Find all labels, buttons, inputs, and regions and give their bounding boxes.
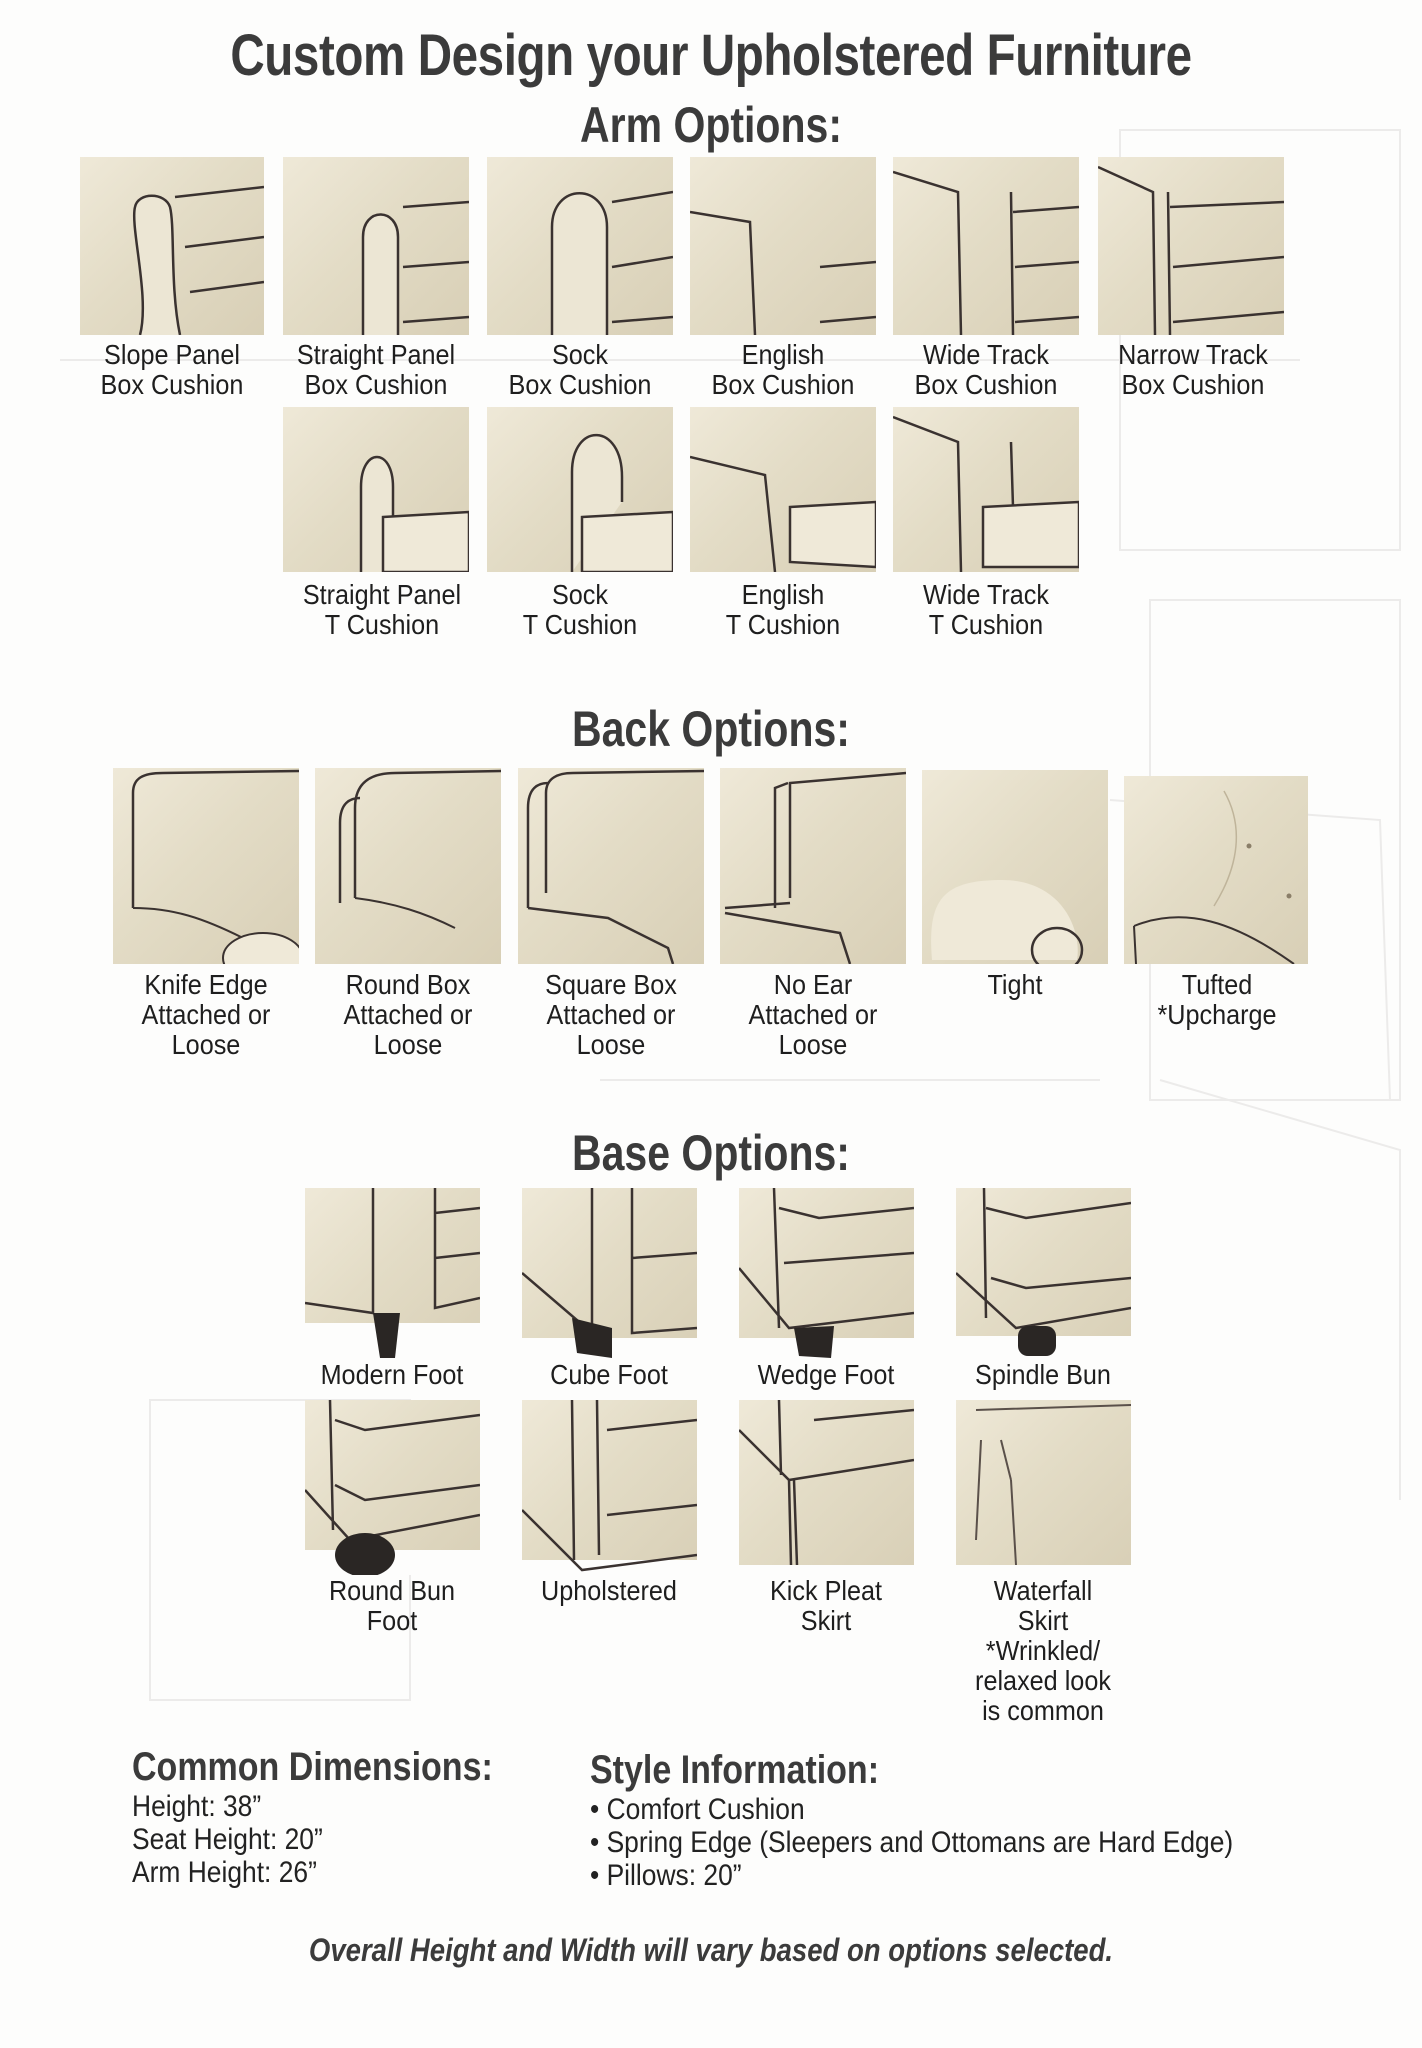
base-label-wedge-foot: Wedge Foot — [757, 1359, 895, 1390]
arm-straight-panel-t-icon — [283, 407, 469, 572]
back-label-round-box: Round Box Attached or Loose — [343, 969, 473, 1060]
base-round-bun-icon — [305, 1400, 480, 1575]
base-label-spindle-bun: Spindle Bun — [975, 1359, 1111, 1390]
base-photo-cube-foot[interactable] — [522, 1188, 697, 1358]
base-photo-modern-foot[interactable] — [305, 1188, 480, 1358]
base-spindle-bun-icon — [956, 1188, 1131, 1358]
arm-label-english-box: English Box Cushion — [711, 339, 855, 400]
back-photo-round-box[interactable] — [315, 768, 501, 964]
back-photo-knife-edge[interactable] — [113, 768, 299, 964]
back-no-ear-icon — [720, 768, 906, 964]
arm-photo-wide-track-box[interactable] — [893, 157, 1079, 335]
arm-photo-straight-panel-box[interactable] — [283, 157, 469, 335]
dimensions-heading: Common Dimensions: — [132, 1745, 493, 1789]
page-title: Custom Design your Upholstered Furniture — [230, 23, 1192, 88]
arm-label-wide-track-box: Wide Track Box Cushion — [914, 339, 1058, 400]
style-info-heading: Style Information: — [590, 1748, 880, 1792]
arm-label-straight-panel-t: Straight Panel T Cushion — [302, 579, 462, 640]
base-label-kick-pleat-skirt: Kick Pleat Skirt — [769, 1575, 883, 1636]
arm-label-slope-panel-box: Slope Panel Box Cushion — [100, 339, 244, 400]
base-label-modern-foot: Modern Foot — [320, 1359, 464, 1390]
arm-photo-wide-track-t[interactable] — [893, 407, 1079, 572]
back-label-tufted: Tufted *Upcharge — [1157, 969, 1277, 1030]
arm-label-wide-track-t: Wide Track T Cushion — [922, 579, 1050, 640]
base-photo-round-bun-foot[interactable] — [305, 1400, 480, 1575]
arm-label-english-t: English T Cushion — [725, 579, 841, 640]
arm-photo-straight-panel-t[interactable] — [283, 407, 469, 572]
dimension-seat-height: Seat Height: 20” — [132, 1823, 323, 1856]
arm-photo-english-box[interactable] — [690, 157, 876, 335]
arm-photo-narrow-track-box[interactable] — [1098, 157, 1284, 335]
base-photo-spindle-bun[interactable] — [956, 1188, 1131, 1358]
arm-label-straight-panel-box: Straight Panel Box Cushion — [296, 339, 456, 400]
base-label-round-bun-foot: Round Bun Foot — [328, 1575, 456, 1636]
base-upholstered-icon — [522, 1400, 697, 1575]
arm-photo-sock-t[interactable] — [487, 407, 673, 572]
back-knife-edge-icon — [113, 768, 299, 964]
back-tight-icon — [922, 770, 1108, 964]
arm-label-narrow-track-box: Narrow Track Box Cushion — [1118, 339, 1268, 400]
back-photo-no-ear[interactable] — [720, 768, 906, 964]
back-label-tight: Tight — [987, 969, 1043, 1000]
arm-english-icon — [690, 157, 876, 335]
back-label-no-ear: No Ear Attached or Loose — [748, 969, 878, 1060]
base-photo-waterfall-skirt[interactable] — [956, 1400, 1131, 1575]
dimension-height: Height: 38” — [132, 1790, 262, 1823]
arm-narrow-track-icon — [1098, 157, 1284, 335]
arm-sock-icon — [487, 157, 673, 335]
base-options-heading: Base Options: — [572, 1125, 850, 1181]
base-photo-wedge-foot[interactable] — [739, 1188, 914, 1358]
base-modern-foot-icon — [305, 1188, 480, 1358]
arm-photo-sock-box[interactable] — [487, 157, 673, 335]
arm-label-sock-t: Sock T Cushion — [522, 579, 638, 640]
style-info-pillows: • Pillows: 20” — [590, 1859, 742, 1892]
arm-straight-panel-icon — [283, 157, 469, 335]
arm-slope-panel-icon — [80, 157, 264, 335]
arm-wide-track-t-icon — [893, 407, 1079, 572]
back-square-box-icon — [518, 768, 704, 964]
base-photo-kick-pleat-skirt[interactable] — [739, 1400, 914, 1575]
back-photo-tufted[interactable] — [1124, 776, 1308, 964]
base-photo-upholstered[interactable] — [522, 1400, 697, 1575]
back-round-box-icon — [315, 768, 501, 964]
arm-options-heading: Arm Options: — [580, 97, 842, 153]
back-photo-tight[interactable] — [922, 770, 1108, 964]
dimension-arm-height: Arm Height: 26” — [132, 1856, 317, 1889]
dimensions-block — [132, 1745, 556, 1889]
arm-photo-slope-panel-box[interactable] — [80, 157, 264, 335]
arm-wide-track-icon — [893, 157, 1079, 335]
back-options-heading: Back Options: — [572, 701, 850, 757]
footer-note: Overall Height and Width will vary based on options selected. — [308, 1932, 1114, 1968]
base-label-upholstered: Upholstered — [541, 1575, 677, 1606]
base-label-cube-foot: Cube Foot — [550, 1359, 668, 1390]
style-info-comfort-cushion: • Comfort Cushion — [590, 1793, 805, 1826]
back-label-square-box: Square Box Attached or Loose — [545, 969, 677, 1060]
arm-english-t-icon — [690, 407, 876, 572]
base-kick-pleat-icon — [739, 1400, 914, 1575]
style-info-block — [590, 1748, 1321, 1892]
style-info-spring-edge: • Spring Edge (Sleepers and Ottomans are Hard Edge) — [590, 1826, 1234, 1859]
back-tufted-icon — [1124, 776, 1308, 964]
back-photo-square-box[interactable] — [518, 768, 704, 964]
base-waterfall-skirt-icon — [956, 1400, 1131, 1575]
arm-sock-t-icon — [487, 407, 673, 572]
arm-photo-english-t[interactable] — [690, 407, 876, 572]
base-wedge-foot-icon — [739, 1188, 914, 1358]
arm-label-sock-box: Sock Box Cushion — [508, 339, 652, 400]
base-cube-foot-icon — [522, 1188, 697, 1358]
back-label-knife-edge: Knife Edge Attached or Loose — [141, 969, 271, 1060]
base-label-waterfall-skirt: Waterfall Skirt *Wrinkled/ relaxed look is common — [975, 1575, 1111, 1726]
